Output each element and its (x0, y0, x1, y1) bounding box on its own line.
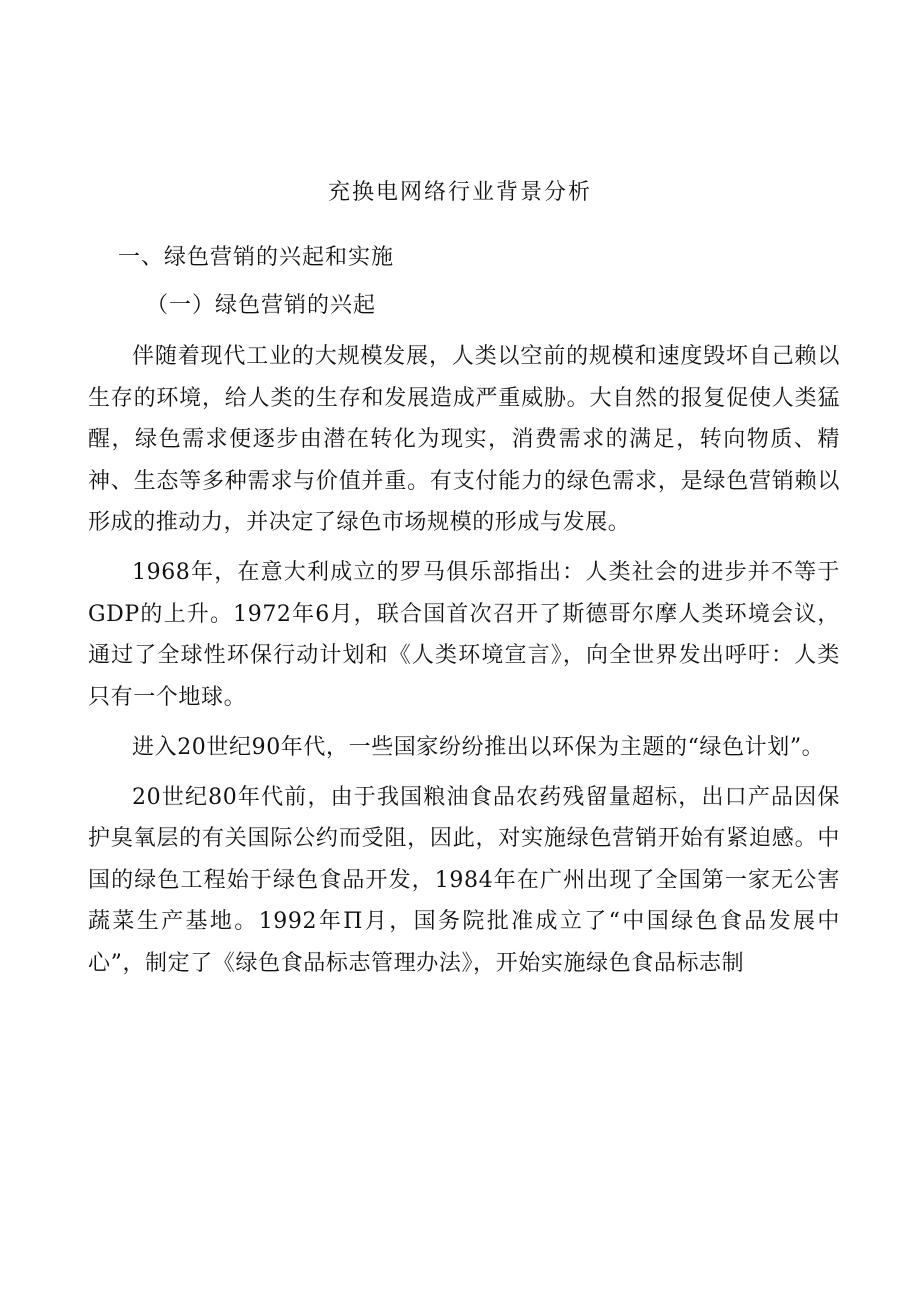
document-body (88, 336, 840, 984)
paragraph-1: 伴随着现代工业的大规模发展，人类以空前的规模和速度毁坏自己赖以生存的环境，给人类的生存和发展造成严重威胁。大自然的报复促使人类猛醒，绿色需求便逐步由潜在转化为现实，消费需求的满足，转向物质、精神、生态等多种需求与价值并重。有支付能力的绿色需求，是绿色营销赖以形成的推动力，并决定了绿色市场规模的形成与发展。 (88, 344, 840, 535)
section-heading: 一、绿色营销的兴起和实施 (118, 245, 395, 270)
document-title: 充换电网络行业背景分析 (327, 180, 592, 205)
paragraph-4: 20世纪80年代前，由于我国粮油食品农药残留量超标，出口产品因保护臭氧层的有关国际公约而受阻，因此，对实施绿色营销开始有紧迫感。中国的绿色工程始于绿色食品开发，1984年在广州出现了全国第一家无公害蔬菜生产基地。1992年Π月，国务院批准成立了“中国绿色食品发展中心”，制定了《绿色食品标志管理办法》，开始实施绿色食品标志制 (88, 784, 840, 976)
subsection-heading: （一）绿色营销的兴起 (146, 293, 377, 318)
paragraph-2: 1968年，在意大利成立的罗马俱乐部指出：人类社会的进步并不等于GDP的上升。1972年6月，联合国首次召开了斯德哥尔摩人类环境会议，通过了全球性环保行动计划和《人类环境宣言》，向全世界发出呼吁：人类只有一个地球。 (88, 560, 840, 710)
paragraph-3: 进入20世纪90年代，一些国家纷纷推出以环保为主题的“绿色计划”。 (132, 734, 825, 760)
